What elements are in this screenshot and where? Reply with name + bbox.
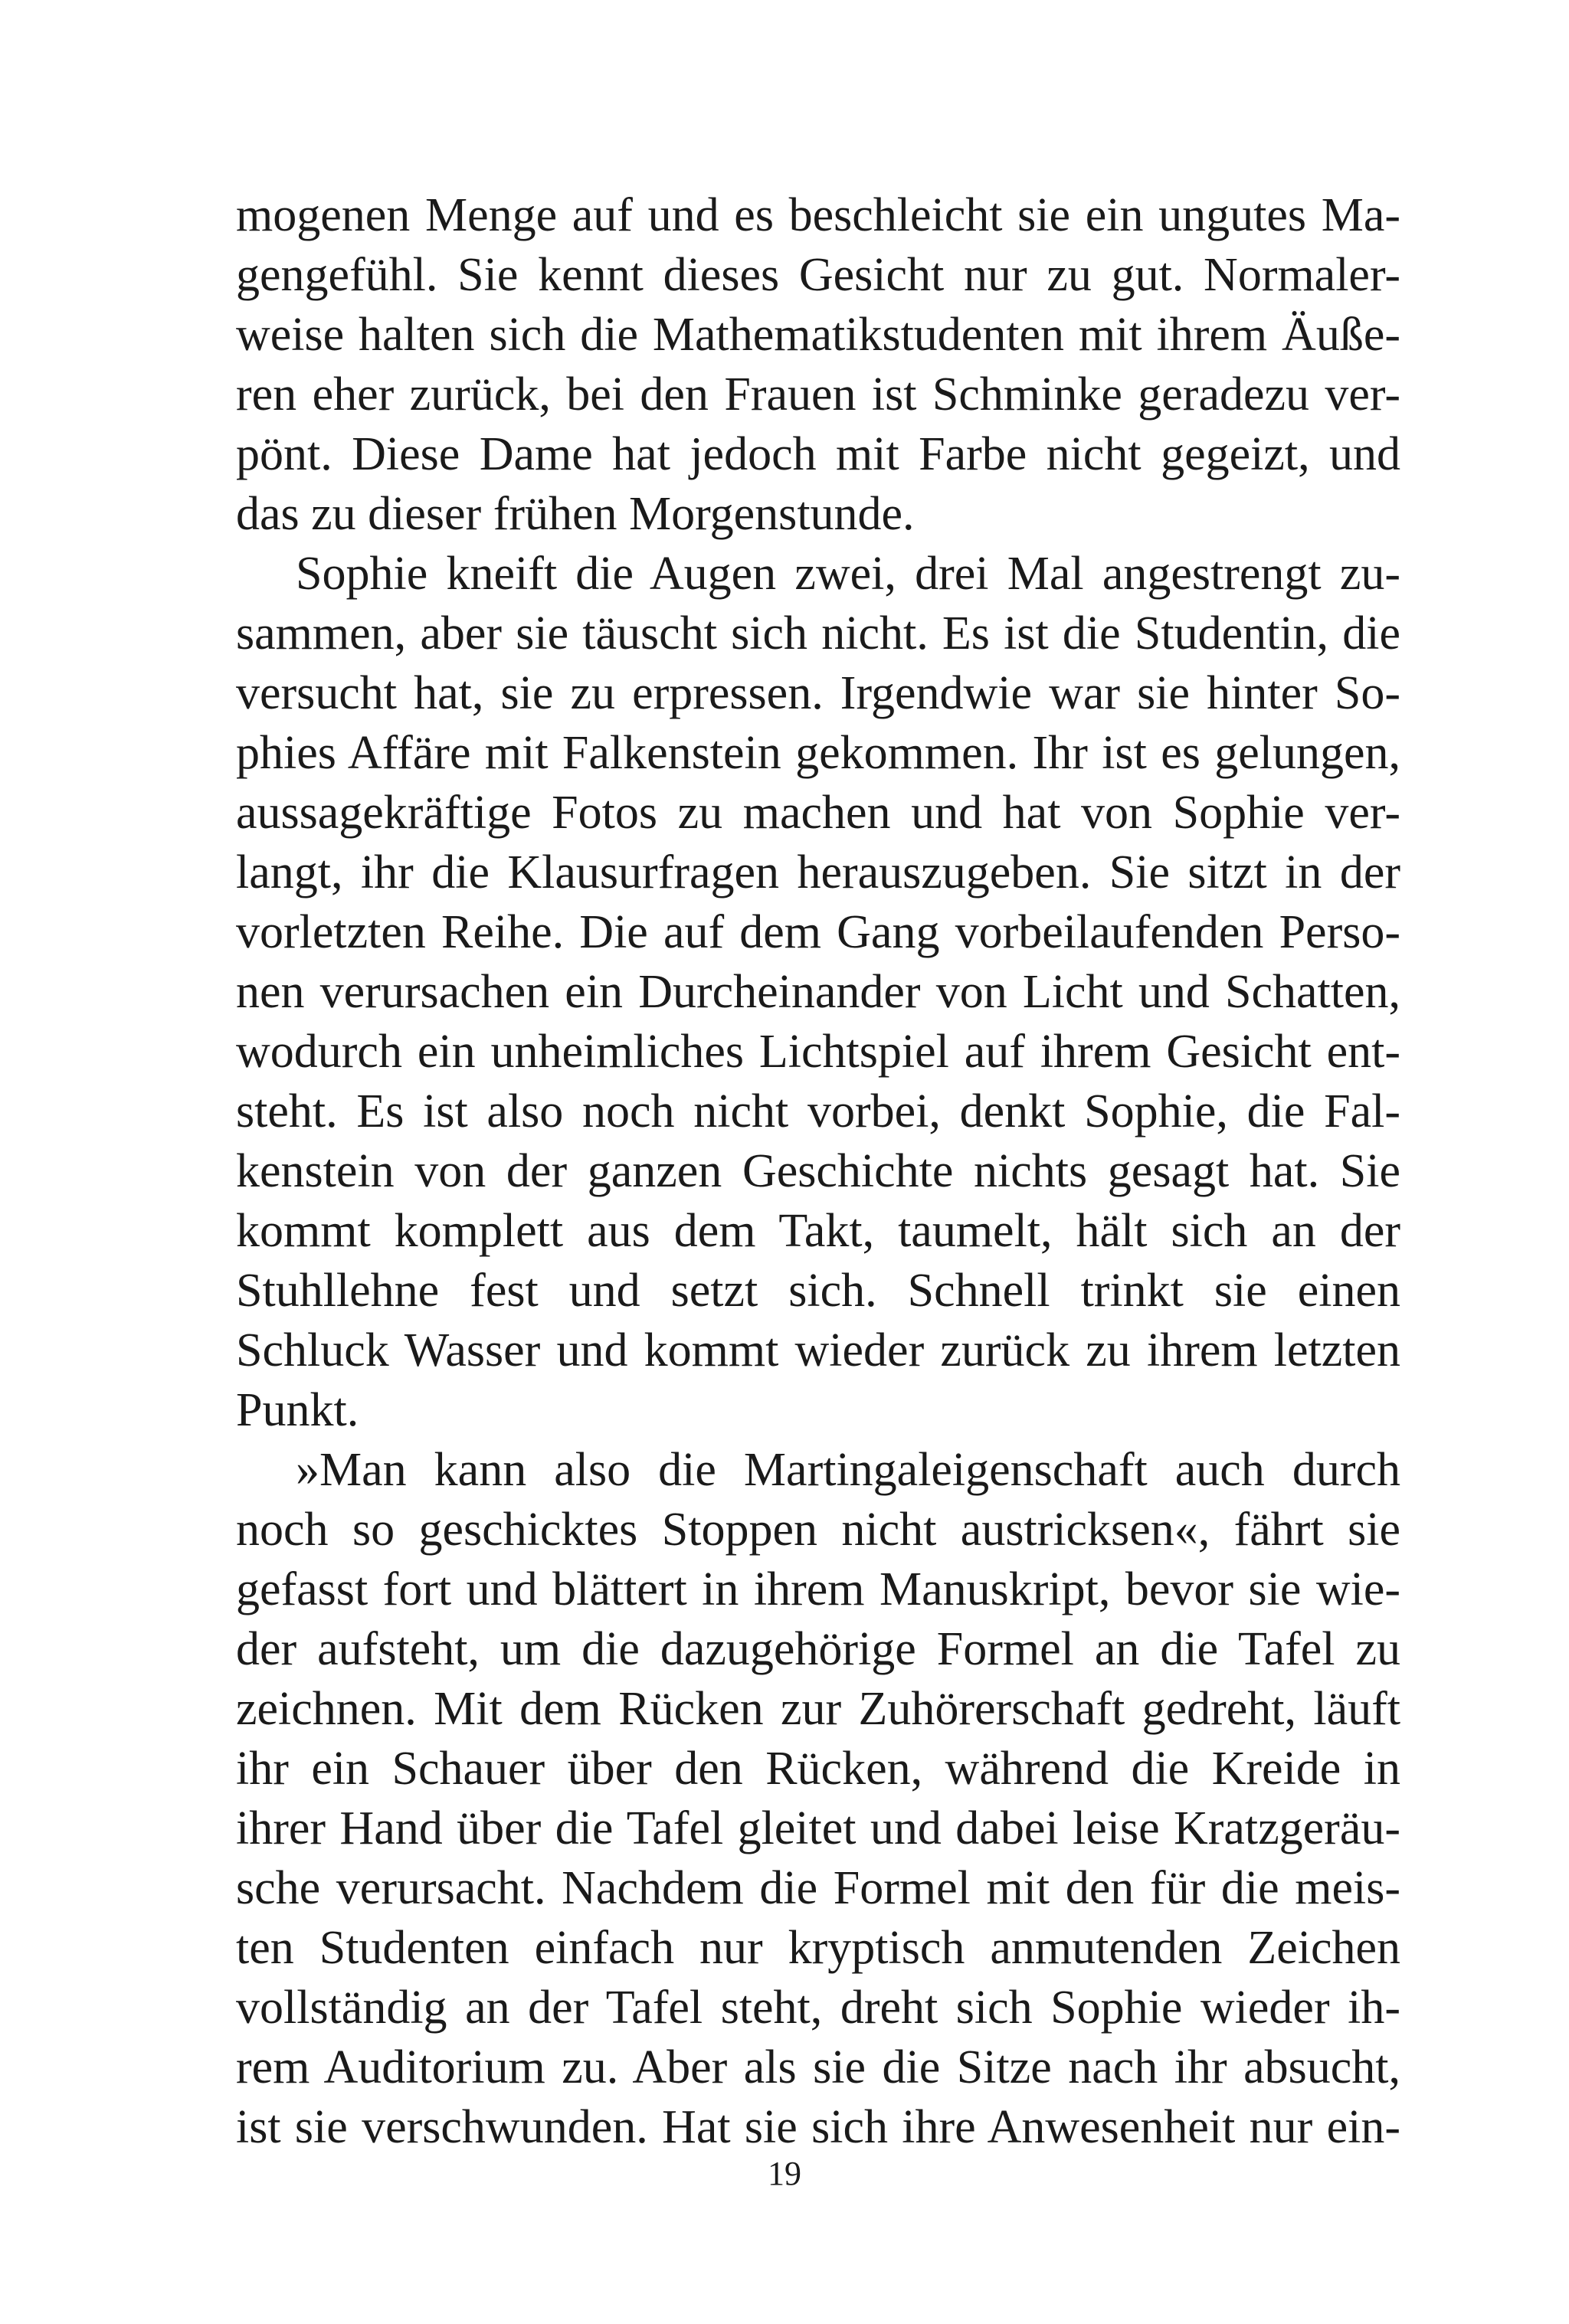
text-line: ihr ein Schauer über den Rücken, während die Kreide in bbox=[236, 1743, 1400, 1795]
text-line: sche verursacht. Nachdem die Formel mit den für die meis- bbox=[236, 1862, 1400, 1914]
text-line: gefasst fort und blättert in ihrem Manuskript, bevor sie wie- bbox=[236, 1563, 1400, 1615]
text-line: phies Affäre mit Falkenstein gekommen. Ihr ist es gelungen, bbox=[236, 727, 1400, 779]
text-line: rem Auditorium zu. Aber als sie die Sitze nach ihr absucht, bbox=[236, 2041, 1400, 2093]
text-line: Stuhllehne fest und setzt sich. Schnell trinkt sie einen bbox=[236, 1265, 1400, 1317]
text-line: das zu dieser frühen Morgenstunde. bbox=[236, 488, 915, 540]
text-line: Punkt. bbox=[236, 1384, 359, 1436]
text-line: langt, ihr die Klausurfragen herauszugeben. Sie sitzt in der bbox=[236, 846, 1400, 899]
text-line: kommt komplett aus dem Takt, taumelt, hält sich an der bbox=[236, 1205, 1400, 1257]
text-line: weise halten sich die Mathematikstudenten mit ihrem Äuße- bbox=[236, 309, 1400, 361]
text-line: Sophie kneift die Augen zwei, drei Mal angestrengt zu- bbox=[296, 548, 1400, 600]
text-line: ihrer Hand über die Tafel gleitet und dabei leise Kratzgeräu- bbox=[236, 1802, 1400, 1854]
text-line: zeichnen. Mit dem Rücken zur Zuhörerschaft gedreht, läuft bbox=[236, 1683, 1400, 1735]
text-line: vorletzten Reihe. Die auf dem Gang vorbeilaufenden Perso- bbox=[236, 906, 1400, 958]
text-line: wodurch ein unheimliches Lichtspiel auf ihrem Gesicht ent- bbox=[236, 1026, 1400, 1078]
text-line: der aufsteht, um die dazugehörige Formel an die Tafel zu bbox=[236, 1623, 1400, 1675]
text-line: steht. Es ist also noch nicht vorbei, denkt Sophie, die Fal- bbox=[236, 1085, 1400, 1137]
text-line: pönt. Diese Dame hat jedoch mit Farbe nicht gegeizt, und bbox=[236, 428, 1400, 480]
text-line: kenstein von der ganzen Geschichte nichts gesagt hat. Sie bbox=[236, 1145, 1400, 1197]
text-line: nen verursachen ein Durcheinander von Licht und Schatten, bbox=[236, 966, 1400, 1018]
text-line: »Man kann also die Martingaleigenschaft auch durch bbox=[296, 1444, 1400, 1496]
text-line: vollständig an der Tafel steht, dreht sich Sophie wieder ih- bbox=[236, 1982, 1400, 2034]
text-line: sammen, aber sie täuscht sich nicht. Es ist die Studentin, die bbox=[236, 607, 1400, 660]
text-line: ten Studenten einfach nur kryptisch anmutenden Zeichen bbox=[236, 1922, 1400, 1974]
text-line: ren eher zurück, bei den Frauen ist Schminke geradezu ver- bbox=[236, 368, 1400, 421]
text-line: aussagekräftige Fotos zu machen und hat von Sophie ver- bbox=[236, 787, 1400, 839]
text-line: Schluck Wasser und kommt wieder zurück zu ihrem letzten bbox=[236, 1324, 1400, 1376]
text-line: versucht hat, sie zu erpressen. Irgendwie war sie hinter So- bbox=[236, 667, 1400, 719]
page-number: 19 bbox=[768, 2155, 801, 2192]
text-line: noch so geschicktes Stoppen nicht austricksen«, fährt sie bbox=[236, 1504, 1400, 1556]
text-line: gengefühl. Sie kennt dieses Gesicht nur zu gut. Normaler- bbox=[236, 249, 1400, 301]
text-line: mogenen Menge auf und es beschleicht sie ein ungutes Ma- bbox=[236, 189, 1400, 241]
text-line: ist sie verschwunden. Hat sie sich ihre Anwesenheit nur ein- bbox=[236, 2101, 1400, 2153]
